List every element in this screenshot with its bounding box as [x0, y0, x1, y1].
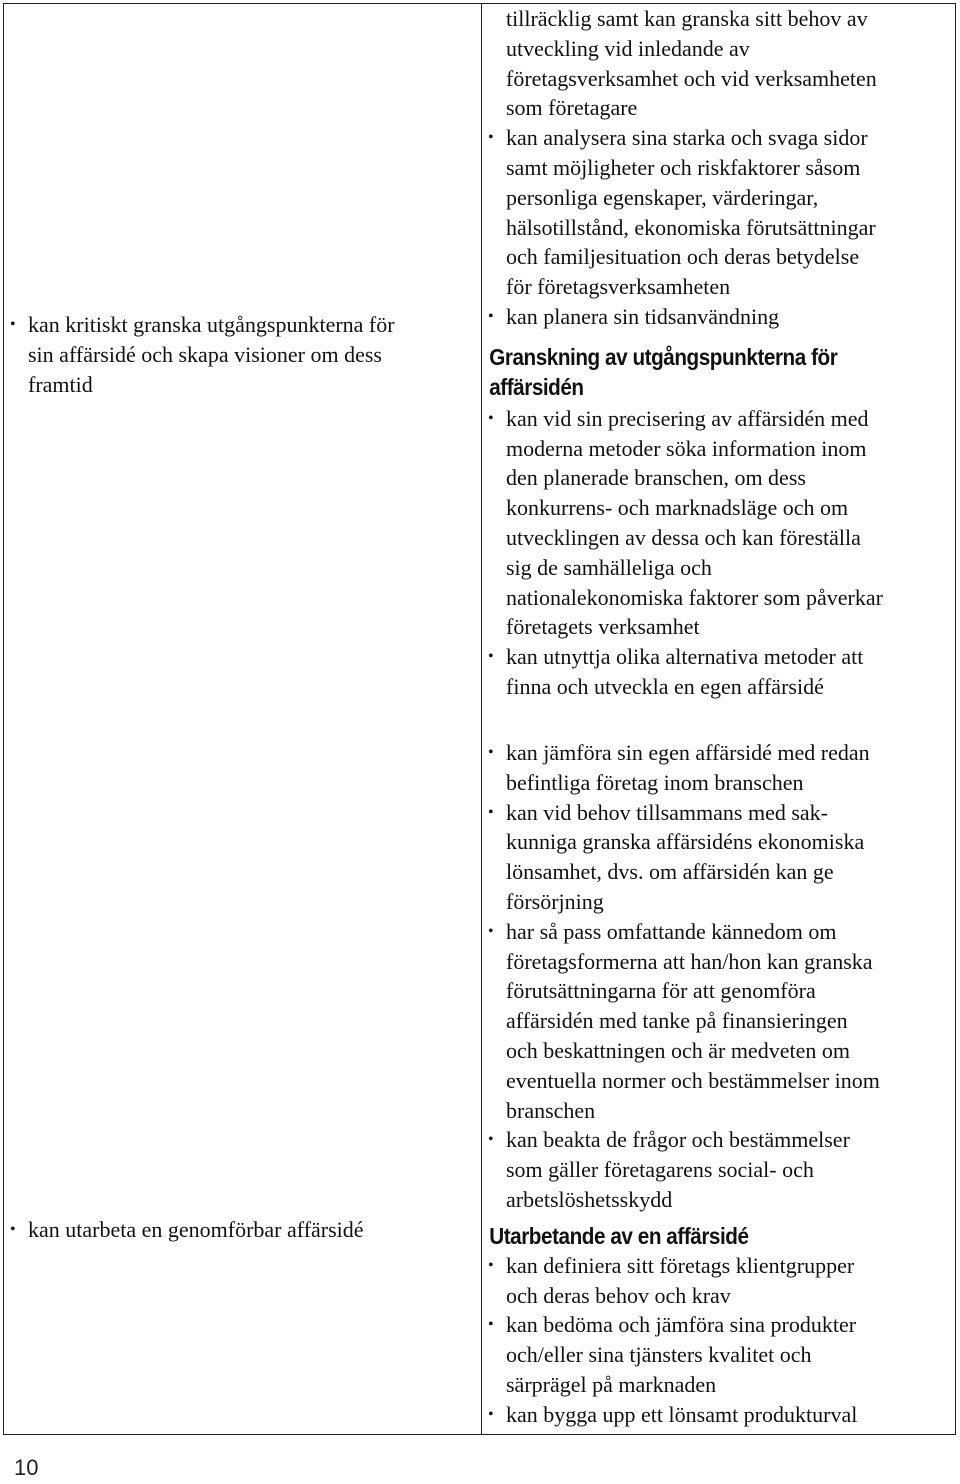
text-line: för företagsverksamheten	[506, 274, 731, 300]
text-line: befintliga företag inom branschen	[506, 769, 804, 795]
list-item	[482, 1125, 952, 1214]
text-line: sig de samhälleliga och	[506, 554, 712, 580]
text-line: branschen	[506, 1097, 596, 1123]
text-line: kan bygga upp ett lönsamt produkturval	[506, 1401, 858, 1427]
bullet-icon: •	[488, 1256, 494, 1274]
list-item	[482, 1251, 952, 1311]
page-number: 10	[14, 1455, 39, 1480]
text-line: företagsverksamhet och vid verksamheten	[506, 65, 877, 91]
list-item	[482, 738, 952, 798]
bullet-icon: •	[488, 409, 494, 427]
text-line: kan kritiskt granska utgångspunkterna för	[28, 312, 395, 337]
text-line: försörjning	[506, 888, 604, 914]
right-section-upper	[482, 4, 952, 702]
list-item	[482, 917, 952, 1126]
text-line: hälsotillstånd, ekonomiska förutsättningar	[506, 214, 876, 240]
bullet-icon: •	[488, 129, 494, 147]
text-line: kunniga granska affärsidéns ekonomiska	[506, 829, 865, 855]
text-line: utveckling vid inledande av	[506, 35, 750, 61]
text-line: och deras behov och krav	[506, 1282, 731, 1308]
text-line: har så pass omfattande kännedom om	[506, 918, 837, 944]
text-line: moderna metoder söka information inom	[506, 435, 867, 461]
text-line: nationalekonomiska faktorer som påverkar	[506, 584, 883, 610]
bullet-icon: •	[488, 922, 494, 940]
text-line: som företagare	[506, 95, 638, 121]
text-line: företagsformerna att han/hon kan granska	[506, 948, 873, 974]
bullet-icon: •	[488, 1131, 494, 1149]
left-item-critical-review	[4, 310, 474, 399]
content-table	[3, 3, 956, 1435]
text-line: kan beakta de frågor och bestämmelser	[506, 1127, 850, 1153]
list-item	[482, 404, 952, 642]
list-item	[482, 302, 952, 332]
text-line: kan jämföra sin egen affärsidé med redan	[506, 740, 870, 765]
bullet-icon: •	[488, 648, 494, 666]
text-line: utvecklingen av dessa och kan föreställa	[506, 524, 861, 550]
text-line: och/eller sina tjänsters kvalitet och	[506, 1342, 812, 1368]
text-line: kan vid sin precisering av affärsidén med	[506, 405, 869, 431]
list-item	[482, 798, 952, 917]
bullet-icon: •	[488, 744, 494, 761]
text-line: sin affärsidé och skapa visioner om dess	[28, 341, 382, 367]
bullet-icon: •	[488, 307, 494, 325]
bullet-icon: •	[10, 1221, 16, 1238]
text-line: kan bedöma och jämföra sina produkter	[506, 1312, 857, 1338]
text-line: kan analysera sina starka och svaga sidor	[506, 125, 868, 151]
text-line: kan utarbeta en genomförbar affärsidé	[28, 1217, 364, 1242]
bullet-icon: •	[488, 1316, 494, 1334]
text-line: kan definiera sitt företags klientgrupper	[506, 1252, 855, 1278]
list-item	[482, 1310, 952, 1399]
text-line: och familjesituation och deras betydelse	[506, 244, 860, 270]
right-section-lower	[482, 738, 952, 1430]
text-line: framtid	[28, 371, 93, 397]
section-heading: Granskning av utgångspunkterna för	[489, 343, 838, 370]
section-heading: affärsidén	[489, 373, 584, 400]
text-line: lönsamhet, dvs. om affärsidén kan ge	[506, 859, 834, 885]
text-line: kan vid behov tillsammans med sak-	[506, 799, 828, 825]
bullet-icon: •	[10, 316, 16, 333]
list-item	[482, 123, 952, 302]
text-line: arbetslöshetsskydd	[506, 1186, 673, 1212]
text-line: tillräcklig samt kan granska sitt behov av	[506, 6, 868, 31]
text-line: företagets verksamhet	[506, 614, 700, 640]
left-item-business-idea	[4, 1215, 474, 1245]
text-line: och beskattningen och är medveten om	[506, 1037, 850, 1063]
list-item	[482, 642, 952, 702]
text-line: kan planera sin tidsanvändning	[506, 303, 780, 329]
list-item	[482, 1400, 952, 1430]
text-line: personliga egenskaper, värderingar,	[506, 184, 819, 210]
bullet-icon: •	[488, 1405, 494, 1423]
text-line: samt möjligheter och riskfaktorer såsom	[506, 154, 861, 180]
text-line: finna och utveckla en egen affärsidé	[506, 673, 824, 699]
text-line: eventuella normer och bestämmelser inom	[506, 1067, 880, 1093]
bullet-icon: •	[488, 803, 494, 821]
text-line: förutsättningarna för att genomföra	[506, 978, 816, 1004]
text-line: konkurrens- och marknadsläge och om	[506, 495, 849, 521]
text-line: som gäller företagarens social- och	[506, 1157, 814, 1183]
text-line: kan utnyttja olika alternativa metoder att	[506, 644, 864, 670]
text-line: den planerade branschen, om dess	[506, 465, 806, 491]
section-heading: Utarbetande av en affärsidé	[489, 1222, 749, 1249]
text-line: särprägel på marknaden	[506, 1371, 717, 1397]
text-line: affärsidén med tanke på finansieringen	[506, 1008, 848, 1034]
